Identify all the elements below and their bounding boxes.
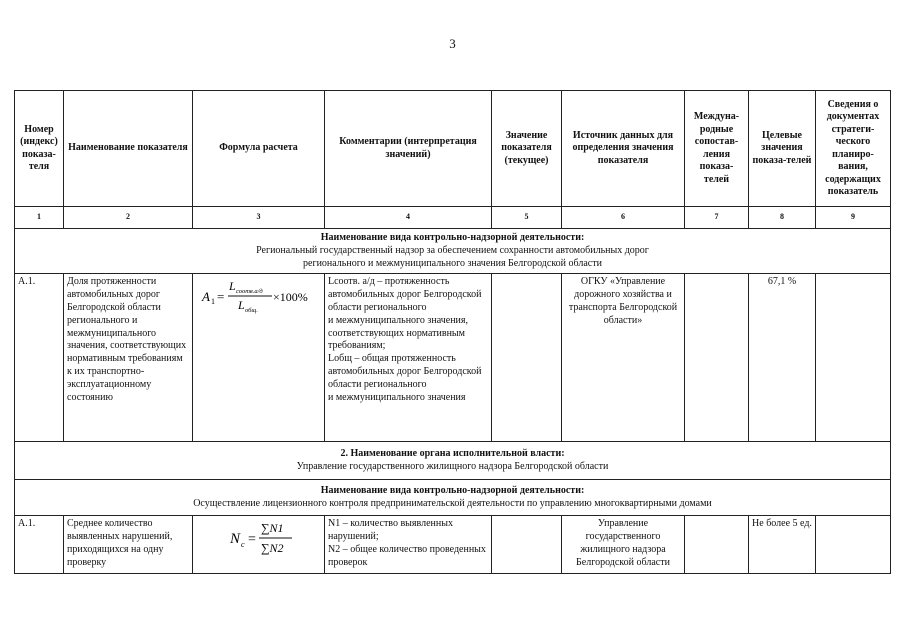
header-index: Номер (индекс) показа-теля <box>15 91 64 207</box>
comment-text: N2 – общее количество проведенных проверок <box>328 543 486 568</box>
header-documents: Сведения о документах стратеги-ческого планиро-вания, содержащих показатель <box>816 91 891 207</box>
header-comments: Комментарии (интерпретация значений) <box>325 91 492 207</box>
section-row-supervision-roads <box>15 229 891 274</box>
indicator-name: Доля протяженности автомобильных дорог Белгородской области регионального и межмуниципального значения, соответствующих нормативным требованиям к их транспортно-эксплуатационному состоянию <box>64 274 193 442</box>
formula-road-share <box>196 276 321 316</box>
section-row-licensing <box>15 480 891 516</box>
comment-text: N1 – количество выявленных нарушений; <box>328 518 453 543</box>
table-row <box>15 516 891 574</box>
section-text: регионального и межмуниципального значения Белгородской области <box>303 257 602 269</box>
header-row <box>15 91 891 207</box>
section-text: Региональный государственный надзор за обеспечением сохранности автомобильных дорог <box>256 244 649 256</box>
current-value-cell <box>492 516 562 574</box>
column-number: 6 <box>562 207 685 229</box>
table-row <box>15 274 891 442</box>
page-number: 3 <box>449 36 456 51</box>
section-title: Наименование вида контрольно-надзорной деятельности: <box>320 232 585 243</box>
formula-equals: = <box>217 289 225 305</box>
comment-text: и межмуниципального значения, соответствующих нормативным требованиям; <box>328 314 469 352</box>
column-number: 2 <box>64 207 193 229</box>
comment-text: Lобщ – общая протяженность автомобильных дорог Белгородской области регионального <box>328 353 482 390</box>
header-current-value: Значение показателя (текущее) <box>492 91 562 207</box>
formula-cell <box>193 274 325 442</box>
column-number: 7 <box>685 207 749 229</box>
formula-lhs: N <box>230 531 241 548</box>
indicator-name: Среднее количество выявленных нарушений, приходящихся на одну проверку <box>64 516 193 574</box>
target-value-cell: 67,1 % <box>749 274 816 442</box>
column-number: 1 <box>15 207 64 229</box>
formula-equals: = <box>248 532 256 548</box>
section-cell <box>15 480 891 516</box>
section-title: 2. Наименование органа исполнительной власти: <box>340 448 565 460</box>
comment-cell <box>325 274 492 442</box>
comment-text: Lсоотв. а/д – протяженность автомобильных дорог Белгородской области регионального <box>328 276 482 313</box>
source-cell: ОГКУ «Управление дорожного хозяйства и транспорта Белгородской области» <box>562 274 685 442</box>
formula-violations-per-check <box>196 518 321 558</box>
formula-lhs-sub: c <box>241 540 245 550</box>
current-value-cell <box>492 274 562 442</box>
formula-cell <box>193 516 325 574</box>
section-text: Управление государственного жилищного надзора Белгородской области <box>296 460 609 472</box>
target-value-cell: Не более 5 ед. <box>749 516 816 574</box>
header-target: Целевые значения показа-телей <box>749 91 816 207</box>
header-source: Источник данных для определения значения показателя <box>562 91 685 207</box>
formula-numerator-sub: соотв.а/д <box>236 288 263 296</box>
section-cell <box>15 442 891 480</box>
column-number: 3 <box>193 207 325 229</box>
formula-denominator: ∑N2 <box>261 541 284 556</box>
header-name: Наименование показателя <box>64 91 193 207</box>
formula-lhs: A <box>202 289 210 305</box>
international-cell <box>685 274 749 442</box>
formula-denominator: L <box>238 298 245 313</box>
header-international: Междуна-родные сопостав-ления показа-телей <box>685 91 749 207</box>
header-formula: Формула расчета <box>193 91 325 207</box>
column-number-row <box>15 207 891 229</box>
source-cell: Управление государственного жилищного надзора Белгородской области <box>562 516 685 574</box>
section-title: Наименование вида контрольно-надзорной деятельности: <box>320 485 585 497</box>
formula-multiplier: ×100% <box>273 290 308 305</box>
row-index: А.1. <box>15 516 64 574</box>
column-number: 8 <box>749 207 816 229</box>
formula-lhs-sub: 1 <box>211 297 215 307</box>
documents-cell <box>816 274 891 442</box>
comment-text: и межмуниципального значения <box>328 391 466 403</box>
section-text: Осуществление лицензионного контроля предпринимательской деятельности по управлению многоквартирными домами <box>193 497 712 509</box>
column-number: 9 <box>816 207 891 229</box>
row-index: А.1. <box>15 274 64 442</box>
comment-cell <box>325 516 492 574</box>
formula-graphic <box>196 276 320 318</box>
international-cell <box>685 516 749 574</box>
formula-numerator: L <box>229 279 236 294</box>
section-cell <box>15 229 891 274</box>
indicators-table <box>14 90 891 574</box>
column-number: 4 <box>325 207 492 229</box>
formula-numerator: ∑N1 <box>261 521 284 536</box>
documents-cell <box>816 516 891 574</box>
column-number: 5 <box>492 207 562 229</box>
formula-denominator-sub: общ. <box>245 307 258 315</box>
formula-graphic <box>196 518 320 560</box>
section-row-authority <box>15 442 891 480</box>
